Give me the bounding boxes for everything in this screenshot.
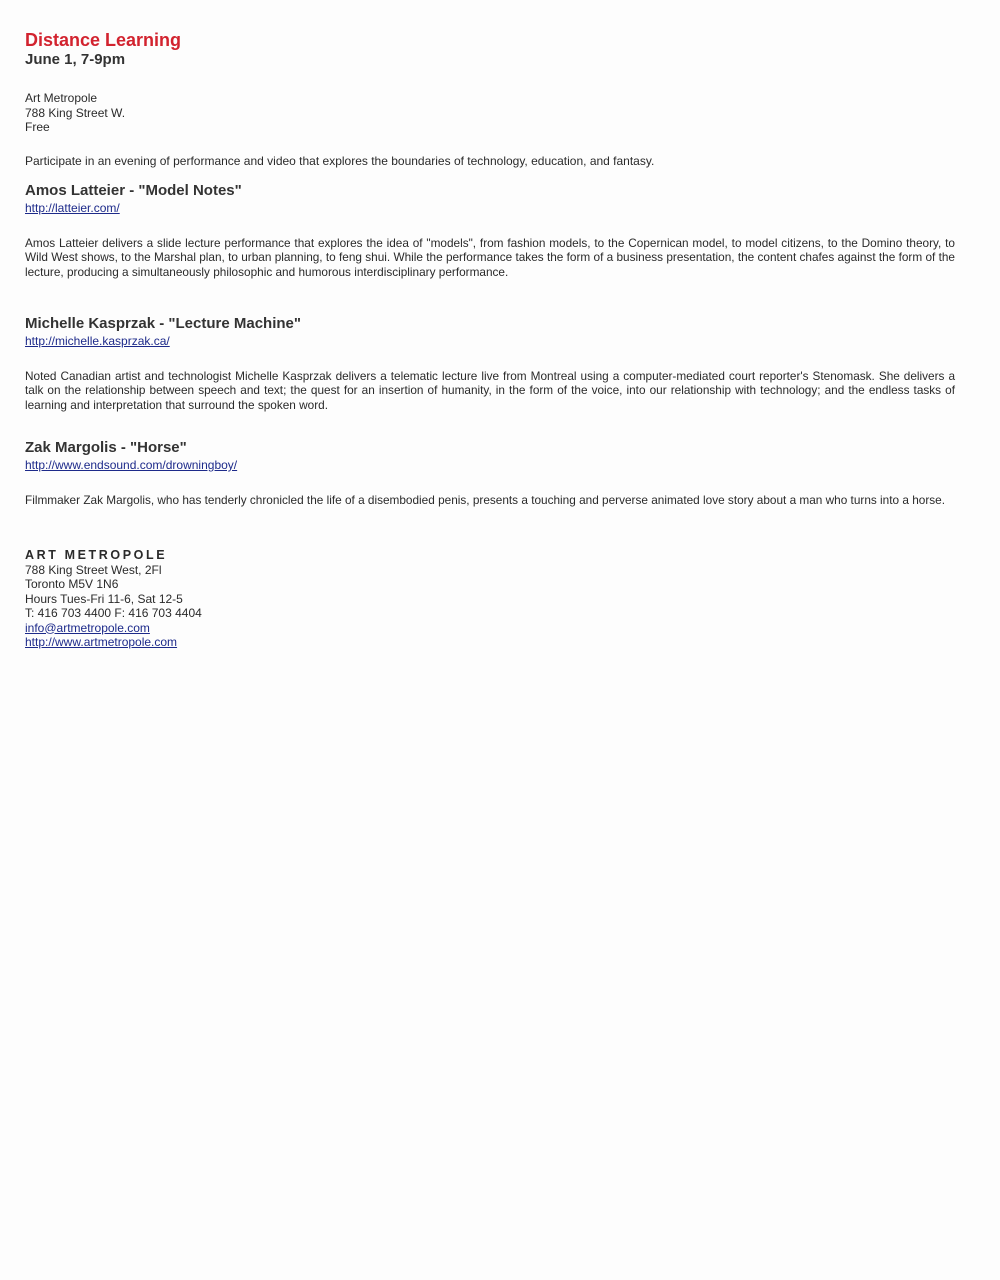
artist-name: Michelle Kasprzak - "Lecture Machine": [25, 315, 301, 332]
event-date: June 1, 7-9pm: [25, 51, 126, 68]
document-page: [25, 30, 955, 649]
venue-name: Art Metropole: [25, 91, 98, 105]
contact-address-line1: 788 King Street West, 2Fl: [25, 562, 162, 577]
contact-website-link[interactable]: http://www.artmetropole.com: [25, 635, 178, 649]
artist-name: Zak Margolis - "Horse": [25, 439, 187, 456]
contact-hours: Hours Tues-Fri 11-6, Sat 12-5: [25, 591, 183, 606]
org-name: ART METROPOLE: [25, 548, 168, 562]
event-intro: Participate in an evening of performance and video that explores the boundaries of technology, education, and fantasy.: [25, 153, 655, 168]
artist-description: Filmmaker Zak Margolis, who has tenderly chronicled the life of a disembodied penis, presents a touching and perverse animated love story about a man who turns into a horse.: [25, 493, 945, 507]
contact-email-link[interactable]: info@artmetropole.com: [25, 620, 150, 635]
artist-link[interactable]: http://www.endsound.com/drowningboy/: [25, 458, 238, 472]
admission: Free: [25, 120, 50, 134]
artist-description: Amos Latteier delivers a slide lecture performance that explores the idea of "models", from fashion models, to the Copernican model, to model citizens, to the Domino theory, to Wild West shows, to the Marshal plan, to urban planning, to feng shui. While the performance takes the form of a business presentation, the content chafes against the form of the lecture, producing a simultaneously philosophic and humorous interdisciplinary performance.: [25, 236, 955, 279]
artist-description: Noted Canadian artist and technologist Michelle Kasprzak delivers a telematic lecture live from Montreal using a computer-mediated court reporter's Stenomask. She delivers a talk on the relationship between speech and text; the quest for an insertion of humanity, in the form of the voice, into our relationship with technology; and the endless tasks of learning and interpretation that surround the spoken word.: [25, 369, 955, 412]
venue-address: 788 King Street W.: [25, 105, 126, 120]
contact-phone-fax: T: 416 703 4400 F: 416 703 4404: [25, 606, 202, 620]
artist-link[interactable]: http://michelle.kasprzak.ca/: [25, 334, 170, 348]
artist-section-kasprzak: [25, 315, 955, 412]
artist-section-margolis: [25, 439, 955, 507]
event-title: Distance Learning: [25, 30, 182, 50]
artist-link[interactable]: http://latteier.com/: [25, 201, 120, 215]
contact-block: [25, 548, 202, 650]
contact-address-line2: Toronto M5V 1N6: [25, 577, 119, 591]
artist-name: Amos Latteier - "Model Notes": [25, 182, 242, 199]
venue-block: [25, 91, 955, 135]
artist-section-latteier: [25, 182, 955, 279]
